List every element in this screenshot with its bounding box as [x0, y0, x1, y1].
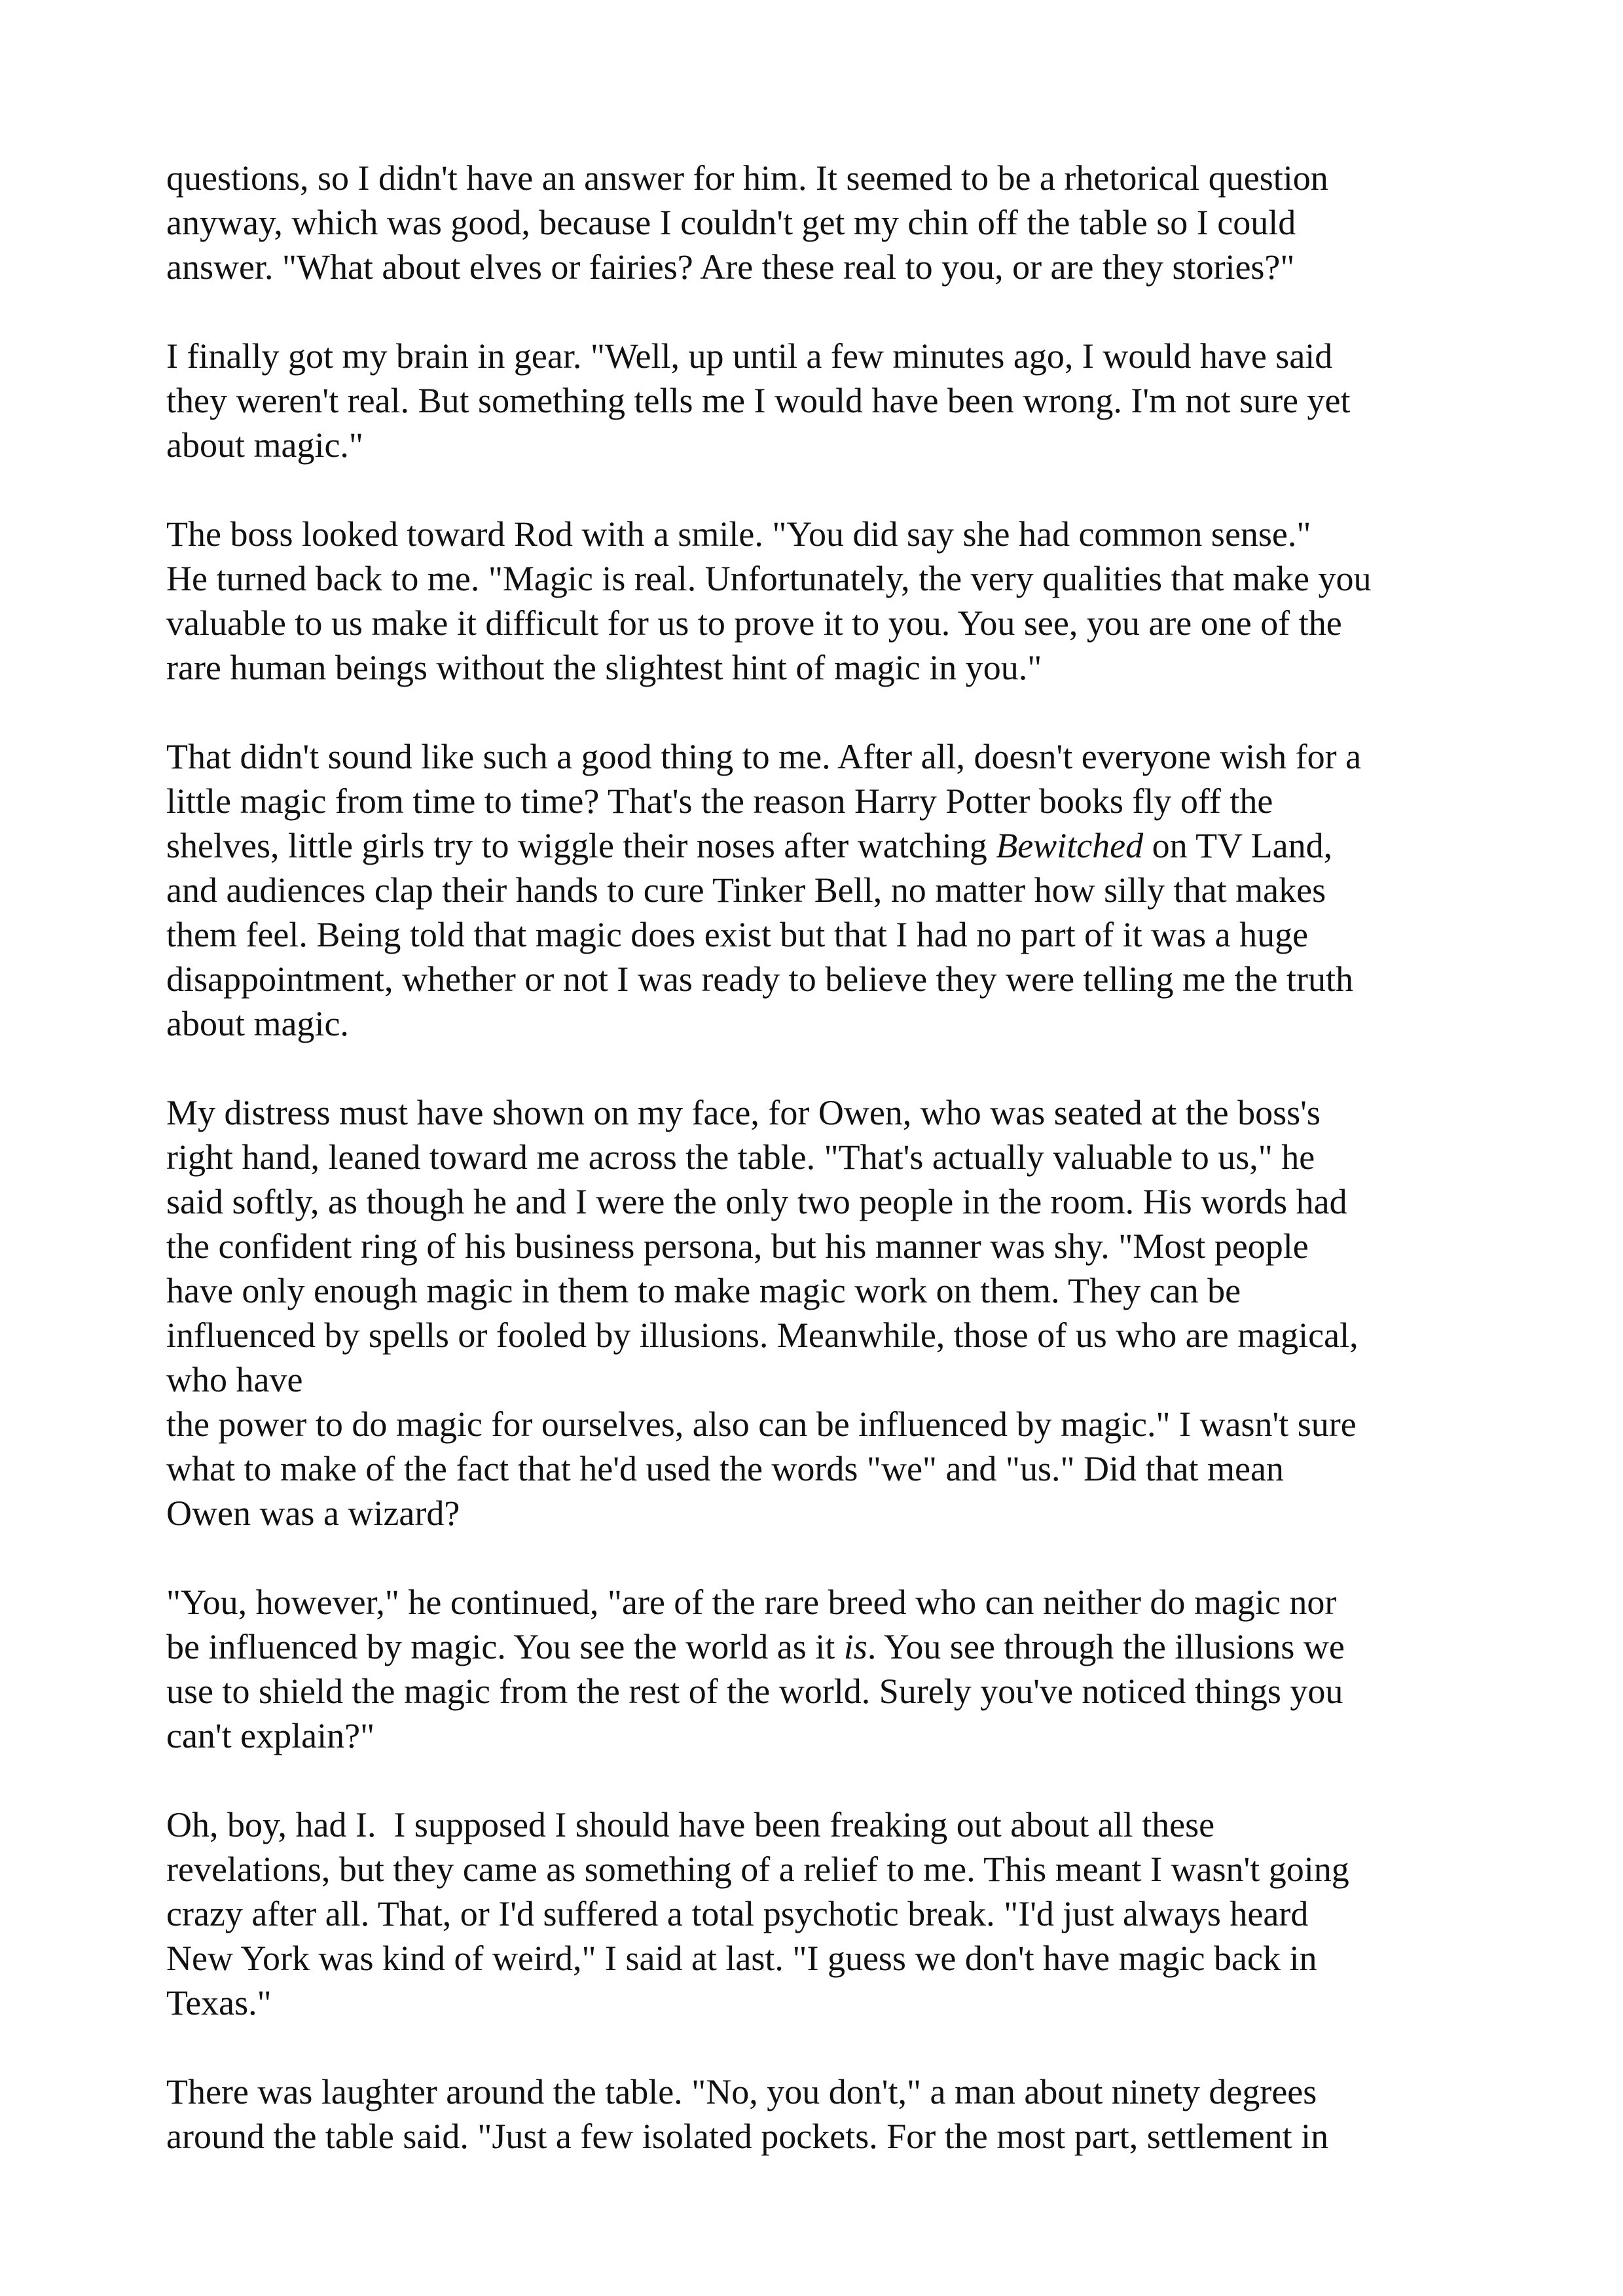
text-segment: and audiences clap their hands to cure Tinker Bell, no matter how silly that makes: [166, 870, 1326, 910]
text-line: [166, 1090, 1482, 1135]
text-line: [166, 334, 1482, 378]
text-segment: influenced by spells or fooled by illusions. Meanwhile, those of us who are magical,: [166, 1316, 1359, 1355]
text-line: [166, 1624, 1482, 1669]
text-segment: revelations, but they came as something of a relief to me. This meant I wasn't going: [166, 1850, 1349, 1889]
text-segment: they weren't real. But something tells me I would have been wrong. I'm not sure yet: [166, 381, 1351, 420]
text-line: [166, 645, 1482, 690]
text-line: [166, 1313, 1482, 1357]
text-segment: crazy after all. That, or I'd suffered a total psychotic break. "I'd just always heard: [166, 1894, 1309, 1933]
text-segment: around the table said. "Just a few isolated pockets. For the most part, settlement in: [166, 2117, 1329, 2156]
text-line: [166, 1669, 1482, 1713]
text-segment: what to make of the fact that he'd used the words "we" and "us." Did that mean: [166, 1449, 1284, 1488]
text-line: [166, 823, 1482, 868]
text-segment: who have: [166, 1360, 303, 1399]
text-line: [166, 1491, 1482, 1535]
text-line: [166, 556, 1482, 601]
text-segment: use to shield the magic from the rest of the world. Surely you've noticed things you: [166, 1672, 1343, 1711]
italic-text: is: [843, 1627, 867, 1666]
text-segment: My distress must have shown on my face, for Owen, who was seated at the boss's: [166, 1093, 1321, 1132]
text-segment: . You see through the illusions we: [867, 1627, 1345, 1666]
text-line: [166, 200, 1482, 245]
text-line: [166, 1803, 1482, 1847]
paragraph: [166, 1803, 1482, 2025]
text-line: [166, 1981, 1482, 2025]
text-line: [166, 2070, 1482, 2114]
text-segment: on TV Land,: [1143, 826, 1333, 865]
text-segment: That didn't sound like such a good thing to me. After all, doesn't everyone wish for a: [166, 737, 1362, 776]
text-segment: questions, so I didn't have an answer for him. It seemed to be a rhetorical question: [166, 158, 1328, 198]
text-segment: Texas.": [166, 1983, 272, 2022]
paragraph: [166, 334, 1482, 467]
text-line: [166, 779, 1482, 823]
text-line: [166, 1402, 1482, 1446]
text-segment: Owen was a wizard?: [166, 1494, 460, 1533]
text-segment: shelves, little girls try to wiggle their noses after watching: [166, 826, 996, 865]
paragraph: [166, 156, 1482, 289]
text-line: [166, 601, 1482, 645]
text-line: [166, 512, 1482, 556]
text-line: [166, 1580, 1482, 1624]
text-segment: There was laughter around the table. "No, you don't," a man about ninety degrees: [166, 2072, 1317, 2111]
paragraph: [166, 1580, 1482, 1758]
text-segment: right hand, leaned toward me across the table. "That's actually valuable to us," he: [166, 1138, 1315, 1177]
text-line: [166, 2114, 1482, 2159]
text-segment: He turned back to me. "Magic is real. Unfortunately, the very qualities that make you: [166, 559, 1372, 598]
text-line: [166, 1268, 1482, 1313]
text-segment: the power to do magic for ourselves, also can be influenced by magic." I wasn't sure: [166, 1405, 1357, 1444]
text-line: [166, 423, 1482, 467]
text-line: [166, 1446, 1482, 1491]
text-segment: answer. "What about elves or fairies? Are these real to you, or are they stories?": [166, 247, 1295, 287]
text-segment: little magic from time to time? That's the reason Harry Potter books fly off the: [166, 781, 1273, 821]
text-segment: "You, however," he continued, "are of the rare breed who can neither do magic nor: [166, 1583, 1337, 1622]
text-line: [166, 378, 1482, 423]
text-line: [166, 734, 1482, 779]
text-segment: rare human beings without the slightest hint of magic in you.": [166, 648, 1042, 687]
text-line: [166, 912, 1482, 957]
paragraph: [166, 734, 1482, 1046]
text-line: [166, 1001, 1482, 1046]
text-segment: New York was kind of weird," I said at last. "I guess we don't have magic back in: [166, 1939, 1317, 1978]
paragraph: [166, 2070, 1482, 2159]
text-line: [166, 1892, 1482, 1936]
text-segment: be influenced by magic. You see the world as it: [166, 1627, 844, 1666]
text-segment: Oh, boy, had I. I supposed I should have been freaking out about all these: [166, 1805, 1215, 1844]
text-line: [166, 1936, 1482, 1981]
italic-text: Bewitched: [996, 826, 1144, 865]
document-page: [166, 156, 1482, 2203]
text-segment: can't explain?": [166, 1716, 375, 1755]
text-segment: I finally got my brain in gear. "Well, up until a few minutes ago, I would have said: [166, 336, 1333, 376]
text-segment: anyway, which was good, because I couldn't get my chin off the table so I could: [166, 203, 1296, 242]
text-segment: The boss looked toward Rod with a smile. "You did say she had common sense.": [166, 514, 1311, 554]
text-segment: have only enough magic in them to make magic work on them. They can be: [166, 1271, 1241, 1310]
paragraph: [166, 512, 1482, 690]
text-segment: the confident ring of his business persona, but his manner was shy. "Most people: [166, 1227, 1309, 1266]
text-segment: said softly, as though he and I were the only two people in the room. His words had: [166, 1182, 1347, 1221]
text-line: [166, 1357, 1482, 1402]
text-segment: valuable to us make it difficult for us to prove it to you. You see, you are one of the: [166, 603, 1342, 643]
text-line: [166, 957, 1482, 1001]
text-line: [166, 1713, 1482, 1758]
text-segment: them feel. Being told that magic does exist but that I had no part of it was a huge: [166, 915, 1309, 954]
text-line: [166, 245, 1482, 289]
text-segment: disappointment, whether or not I was ready to believe they were telling me the truth: [166, 960, 1353, 999]
text-line: [166, 1224, 1482, 1268]
text-segment: about magic.: [166, 1004, 349, 1043]
text-line: [166, 1847, 1482, 1892]
text-line: [166, 1135, 1482, 1179]
paragraph: [166, 1090, 1482, 1535]
text-line: [166, 868, 1482, 912]
text-segment: about magic.": [166, 425, 363, 465]
text-line: [166, 1179, 1482, 1224]
text-line: [166, 156, 1482, 200]
